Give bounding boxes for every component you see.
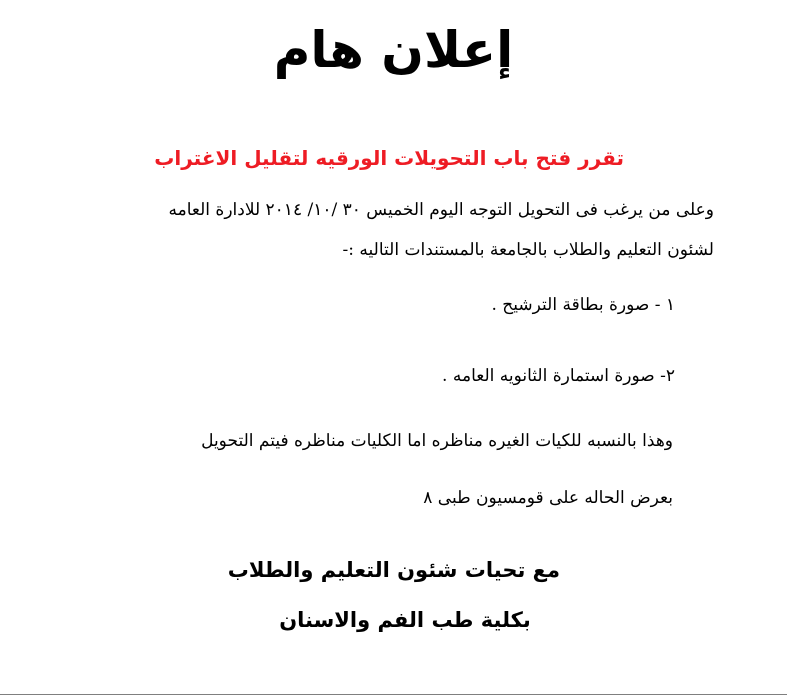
signature-line-2: بكلية طب الفم والاسنان bbox=[279, 608, 531, 632]
note-line-1: وهذا بالنسبه للكيات الغيره مناظره اما الكليات مناظره فيتم التحويل bbox=[201, 431, 673, 451]
announcement-title: إعلان هام bbox=[273, 21, 514, 79]
body-line-2: لشئون التعليم والطلاب بالجامعة بالمستندات التاليه :- bbox=[342, 240, 714, 260]
body-line-1: وعلى من يرغب فى التحويل التوجه اليوم الخميس ٣٠ /١٠/ ٢٠١٤ للادارة العامه bbox=[168, 200, 714, 220]
document-item-2: ٢- صورة استمارة الثانويه العامه . bbox=[442, 366, 675, 386]
document-item-1: ١ - صورة بطاقة الترشيح . bbox=[491, 295, 675, 315]
note-line-2: بعرض الحاله على قومسيون طبى ٨ bbox=[423, 488, 673, 508]
signature-line-1: مع تحيات شئون التعليم والطلاب bbox=[227, 558, 560, 582]
announcement-subtitle: تقرر فتح باب التحويلات الورقيه لتقليل الاغتراب bbox=[154, 146, 624, 170]
bottom-divider bbox=[0, 694, 787, 695]
